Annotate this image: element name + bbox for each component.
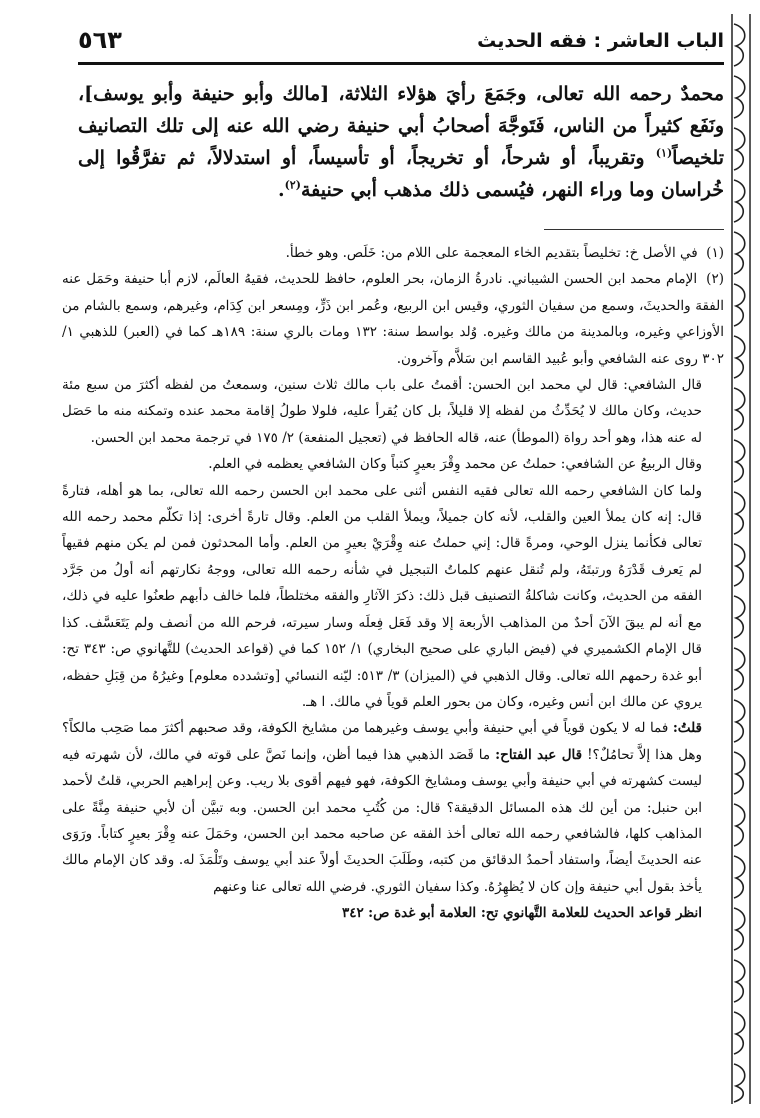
footnote-2-reference <box>62 900 724 926</box>
main-text-part-1: محمدٌ رحمه الله تعالى، وجَمَعَ رأيَ هؤلاء الثلاثة، [مالك وأبو حنيفة وأبو يوسف]، ونَفَع كثيراً من الناس، فَتَوجَّهَ أصحابُ أبي حنيفة رضي الله عنه إلى تلك التصانيف تلخيصاً <box>78 83 724 169</box>
footnote-2-bio: الإمام محمد ابن الحسن الشيباني. نادرةُ الزمان، بحر العلوم، حافظ للحديث، فقيهُ العالَم، لازم أبا حنيفة وحَمَل عنه الفقهَ والحديثَ، وسمع من سفيان الثوري، وقيس ابن الربيع، وعُمر ابن ذَرٍّ، ومِسعر ابن كِدَام، وغيرهم، وسمع بالشام من الأوزاعي وغيره، وبالمدينة من مالك وغيره. وُلد بواسط سنة: ١٣٢ ومات بالري سنة: ١٨٩هـ كما في (العبر) للذهبي ١/ ٣٠٢ روى عنه الشافعي وأبو عُبيد القاسم ابن سَلاَّم وآخرون. <box>62 271 724 367</box>
footnote-2-para-2: قال الشافعي: قال لي محمد ابن الحسن: أقمتُ على باب مالك ثلاث سنين، وسمعتُ من لفظه أكثرَ من سبع مئة حديث، وكان مالك لا يُحَدِّثُ من لفظه إلا قليلاً، بل كان يُقرأ عليه، فلولا طولُ إقامة محمد عنده وتمكنه منه ما حَصَل له عنه هذا، وهو أحد رواة (الموطأ) عنه، قاله الحافظ في (تعجيل المنفعة) ٢/ ١٧٥ في ترجمة محمد ابن الحسن. <box>62 377 702 446</box>
reference-label: انظر قواعد الحديث للعلامة التَّهانوي تح: العلامة أبو غدة ص: <box>368 905 702 922</box>
qultu-label: قلتُ: <box>672 720 702 737</box>
footnote-2-para-4: ولما كان الشافعي رحمه الله تعالى فقيه النفس أثنى على محمد ابن الحسن رحمه الله تعالى، بما هو أهله، فتارةً قال: إنه كان يملأ العين والقلب، لأنه كان جميلاً، ويملأ القلب من العلم. وقال تارةً أخرى: إذا تكلّم محمد رحمه الله تعالى فكأنما ينزل الوحي، ومرةً قال: إني حملتُ عنه وِقْرَيْ بعيرٍ من العلم. وأما المحدثون فمن لم يكن منهم فقيهاً لم يَعرف قَدْرَهُ ورتبتَهُ، ولم تُنقل عنهم كلماتُ التبجيل في شأنه رحمه الله تعالى، ووجهُ نكارتهم أنه أولُ من جَرَّد الفقه من الحديث، وكانت شاكلةُ التصنيف قبل ذلك: ذكرَ الآثارِ والفقه مختلطاً، فلما خالف دأبهم طعنُوا عليه في ذلك، مع أنه لم يبقَ الآنَ أحدٌ من المذاهب الأربعة إلا وقد فَعَل فِعلَه وسار سيرته، فرحم الله من أنصف ولم يَتَعَسَّف. كذا قال الإمام الكشميري في (فيض الباري على صحيح البخاري) ١/ ١٥٢ كما في (قواعد الحديث) للتَّهانوي ص: ٣٤٣ تح: أبو غدة رحمهم الله تعالى. وقال الذهبي في (الميزان) ٣/ ٥١٣: ليّنه النسائي [وتشدده معلوم] وغيرُهُ من قِبَلِ حفظه، يروي عن مالك ابن أنس وغيره، وكان من بحور العلم قوياً في مالك. ا هـ. <box>62 482 703 710</box>
footnote-marker-2: (٢) <box>284 178 301 192</box>
footnote-2 <box>62 266 724 372</box>
footnote-1 <box>62 240 724 266</box>
ornamental-border <box>728 14 754 1104</box>
chapter-title: الباب العاشر : فقه الحديث <box>477 30 724 52</box>
main-text-part-2: وتقريباً، أو شرحاً، أو تخريجاً، أو تأسيساً، أو استدلالاً، ثم تفرَّقُوا إلى خُراسان وما وراء النهر، فيُسمى ذلك مذهب أبي حنيفة <box>78 147 724 201</box>
page-header <box>78 22 724 65</box>
footnote-marker-1: (١) <box>655 146 673 160</box>
footnotes-section <box>62 240 724 927</box>
page-number: ٥٦٣ <box>78 26 122 54</box>
abd-alfattah-label: قال عبد الفتاح: <box>495 746 583 763</box>
footnote-2-para-5-continued: ما قَصَد الذهبي هذا فيما أظن، وإنما نَصَّ على قوته في مالك، لأن شهرته فيه ليست كشهرته في أبي حنيفة وأبي يوسف ومشايخ الكوفة، فهو فيهم أقوى بلا ريب. وعن إبراهيم الحربي، قلتُ لأحمد ابن حنبل: من أين لك هذه المسائل الدقيقة؟ قال: من كُتُبِ محمد ابن الحسن. وبه تبيَّن أن لأبي حنيفة مِنَّةً على المذاهب كلها، فالشافعي رحمه الله تعالى أخذ الفقه عن صاحبه محمد ابن الحسن، وحَمَلَ عنه وِقْرَ بعيرٍ كتاباً. ورَوَى عنه الحديثَ أيضاً، واستفاد أحمدُ الدقائق من كتبه، وطَلَبَ الحديثَ أولاً عند أبي يوسف وتَلْمَذَ له. وقد كان الإمام مالك يأخذ بقول أبي حنيفة وإن كان لا يُظهِرُهُ. وكذا سفيان الثوري. فرضي الله تعالى عنا وعنهم <box>62 746 702 895</box>
footnote-2-para-5-text: فما له لا يكون قوياً في أبي حنيفة وأبي يوسف وغيرهما من مشايخ الكوفة، وقد صحبهم أكثرَ مما صَحِب مالكاً؟ وهل هذا إلاَّ تحامُلٌ؟! <box>62 720 702 763</box>
footnote-2-para-5 <box>62 715 724 900</box>
footnote-1-text: في الأصل خ: تخليصاً بتقديم الخاء المعجمة على اللام من: خَلَص. وهو خطأ. <box>285 245 698 261</box>
reference-page: ٣٤٢ <box>342 905 364 922</box>
footnote-1-number: (١) <box>706 245 724 261</box>
footnote-2-number: (٢) <box>706 271 724 288</box>
footnote-2-para-3: وقال الربيعُ عن الشافعي: حملتُ عن محمد وِقْرَ بعيرٍ كتباً وكان الشافعي يعظمه في العلم. <box>208 456 702 473</box>
footnote-separator <box>544 229 724 230</box>
main-body-text <box>78 78 724 206</box>
main-paragraph: محمدٌ رحمه الله تعالى، وجَمَعَ رأيَ هؤلاء الثلاثة، [مالك وأبو حنيفة وأبو يوسف]، ونَفَع كثيراً من الناس، فَتَوجَّهَ أصحابُ أبي حنيفة رضي الله عنه إلى تلك التصانيف تلخيصاً$^{(١)}$ وتقريباً، أو شرحاً، أو تخريجاً، أو تأسيساً، أو استدلالاً، ثم تفرَّقُوا إلى خُراسان وما وراء النهر، فيُسمى ذلك مذهب أبي حنيفة$^{(٢)}$. <box>78 83 724 201</box>
